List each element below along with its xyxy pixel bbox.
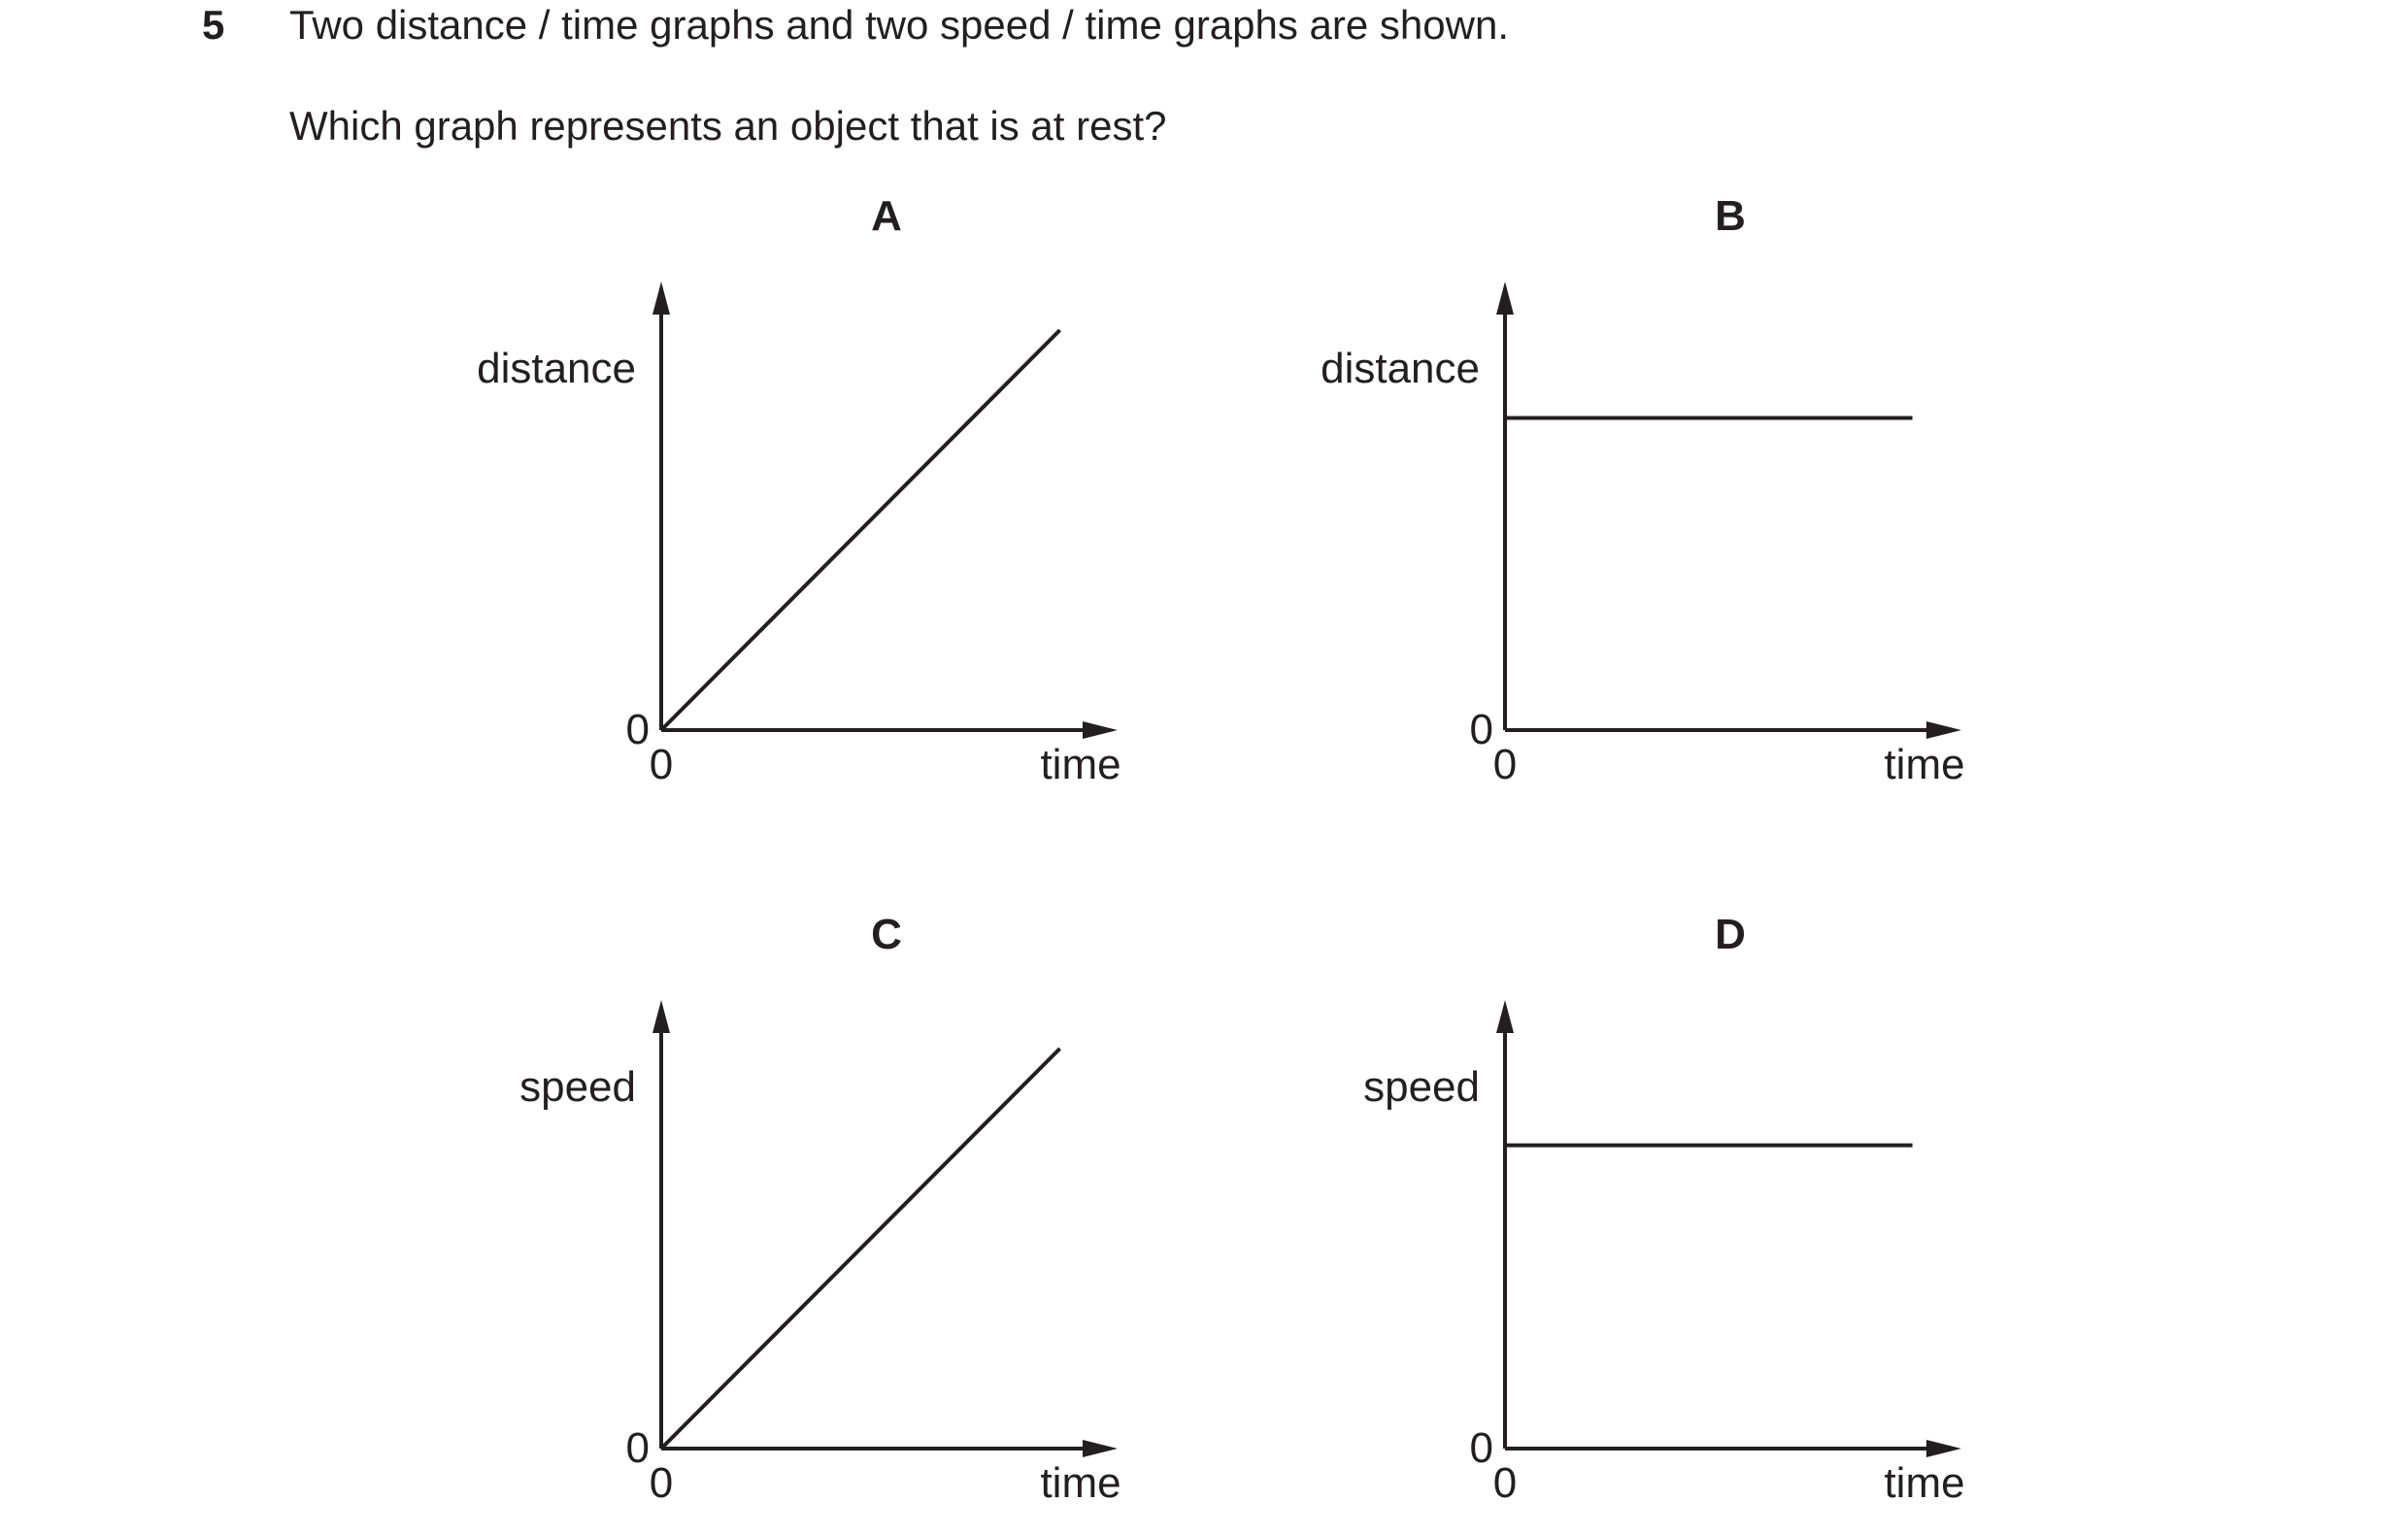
graph-c-data-line — [661, 1049, 1060, 1449]
graph-b-y-origin-label: 0 — [1469, 706, 1493, 753]
graph-b-y-arrow — [1496, 282, 1514, 315]
graph-d-x-origin-label: 0 — [1492, 1459, 1518, 1507]
graph-d-x-arrow — [1926, 1440, 1961, 1457]
graph-a — [477, 192, 1120, 788]
graph-d-x-label: time — [1884, 1459, 1965, 1507]
graph-b-x-label: time — [1884, 741, 1965, 788]
graph-c-x-label: time — [1040, 1459, 1121, 1507]
graph-a-x-arrow — [1083, 721, 1118, 739]
graph-b-x-arrow — [1926, 721, 1961, 739]
graph-a-y-origin-label: 0 — [625, 706, 650, 753]
graph-a-data-line — [661, 330, 1060, 730]
graph-d-letter: D — [1715, 911, 1746, 958]
graph-d-y-origin-label: 0 — [1469, 1424, 1493, 1472]
graph-a-x-label: time — [1040, 741, 1121, 788]
graph-a-y-arrow — [652, 282, 670, 315]
graph-c-y-arrow — [652, 1000, 670, 1033]
question-prompt: Which graph represents an object that is at rest? — [289, 103, 1167, 149]
graph-d — [1363, 911, 1964, 1507]
graph-c-x-origin-label: 0 — [649, 1459, 674, 1507]
graph-b — [1321, 192, 1964, 788]
question-stem: Two distance / time graphs and two speed / time graphs are shown. — [289, 2, 1510, 48]
question-number: 5 — [202, 2, 225, 48]
graph-b-letter: B — [1715, 192, 1746, 240]
graph-a-x-origin-label: 0 — [649, 741, 674, 788]
graph-b-y-label: distance — [1321, 345, 1480, 392]
graph-b-x-origin-label: 0 — [1492, 741, 1518, 788]
graph-a-y-label: distance — [477, 345, 636, 392]
graph-c-x-arrow — [1083, 1440, 1118, 1457]
graph-a-letter: A — [871, 192, 902, 240]
graph-c-y-label: speed — [519, 1063, 636, 1111]
graph-c-letter: C — [871, 911, 902, 958]
graph-d-y-label: speed — [1363, 1063, 1480, 1111]
graph-c-y-origin-label: 0 — [625, 1424, 650, 1472]
graph-c — [519, 911, 1120, 1507]
graph-d-y-arrow — [1496, 1000, 1514, 1033]
